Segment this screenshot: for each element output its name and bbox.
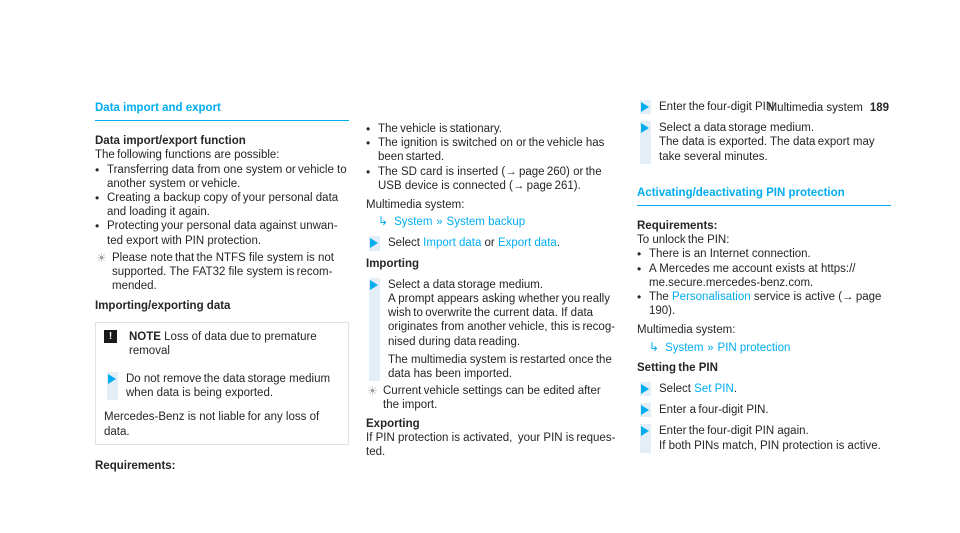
bullet-suffix: service is active (→ page 190). — [649, 291, 884, 318]
column-right — [637, 100, 891, 453]
menu-path — [366, 214, 618, 229]
step-prefix: Select — [388, 237, 424, 250]
action-arrow-icon — [108, 374, 116, 384]
pin-requirements-list — [637, 247, 891, 318]
step-text — [659, 382, 891, 396]
note-step-text: Do not remove the data storage medium when data is being exported. — [126, 373, 331, 400]
path-arrow-icon: ↳ — [378, 214, 389, 229]
requirements-list — [366, 122, 618, 193]
note-header — [104, 330, 340, 358]
step-import-1: Select a data storage medium. — [388, 278, 544, 291]
set-pin-link[interactable]: Set PIN — [694, 383, 734, 396]
function-list — [95, 163, 349, 248]
step-or: or — [481, 237, 498, 250]
note-step — [104, 372, 340, 400]
step-import-3: The multimedia system is restarted once the data has been imported. — [388, 353, 612, 381]
note-liability: Mercedes-Benz is not liable for any loss of data. — [104, 411, 320, 438]
step-text-2: If both PINs match, PIN protection is active. — [659, 439, 881, 452]
section-title-pin-protection: Activating/deactivating PIN protection — [637, 186, 891, 206]
list-item: • Transferring data from one system or vehicle to another system or vehicle. — [95, 163, 349, 191]
step-import — [366, 278, 618, 381]
export-data-link[interactable]: Export data — [497, 237, 557, 250]
step-end: . — [556, 237, 560, 250]
step-select-medium — [637, 121, 891, 164]
path-item-system-backup[interactable]: System backup — [446, 216, 526, 229]
tip-ntfs — [95, 251, 349, 294]
tip-text: Current vehicle settings can be edited after the import. — [383, 385, 601, 412]
step-prefix: Select — [659, 383, 695, 396]
subheading-importing-exporting: Importing/exporting data — [95, 300, 231, 313]
requirements-heading: Requirements: — [637, 220, 718, 233]
step-text: Enter a four-digit PIN. — [659, 404, 769, 417]
action-arrow-icon — [641, 102, 649, 112]
tip-settings — [366, 384, 618, 412]
warning-icon: ! — [104, 330, 117, 343]
step-text: Enter the four-digit PIN. — [659, 101, 778, 113]
step-enter-pin-2 — [637, 403, 891, 417]
step-text-1: Enter the four-digit PIN again. — [659, 425, 809, 438]
step-import-2: A prompt appears asking whether you really wish to overwrite the current data. If data originates from another vehicle, this is recog-nised during data reading. — [388, 293, 616, 348]
step-text-1: Select a data storage medium. — [659, 122, 815, 135]
note-title: NOTE — [129, 330, 161, 343]
list-item: • The vehicle is stationary. — [366, 122, 618, 136]
list-item: • Creating a backup copy of your personal data and loading it again. — [95, 191, 349, 219]
info-icon: ☀ — [367, 384, 378, 399]
exporting-heading: Exporting — [366, 417, 420, 430]
page-number: 189 — [869, 102, 889, 114]
list-item: • The ignition is switched on or the vehicle has been started. — [366, 136, 618, 164]
step-text-2: The data is exported. The data export may take several minutes. — [659, 136, 875, 163]
menu-path — [637, 340, 891, 355]
step-text — [388, 236, 618, 250]
intro-text: The following functions are possible: — [95, 149, 280, 162]
column-middle — [366, 122, 618, 459]
action-arrow-icon — [641, 384, 649, 394]
list-item: • There is an Internet connection. — [637, 247, 891, 261]
list-item: • The SD card is inserted (→ page 260) or the USB device is connected (→ page 261). — [366, 165, 618, 193]
subheading-import-export-function: Data import/export function — [95, 135, 246, 148]
info-icon: ☀ — [96, 250, 107, 265]
action-arrow-icon — [641, 123, 649, 133]
multimedia-system-label: Multimedia system: — [637, 324, 736, 337]
tip-text: Please note that the NTFS file system is not supported. The FAT32 file system is recom-mended. — [112, 251, 334, 293]
multimedia-system-label: Multimedia system: — [366, 199, 465, 212]
requirements-heading: Requirements: — [95, 459, 176, 472]
list-item: • A Mercedes me account exists at https:// me.secure.mercedes-benz.com. — [637, 262, 891, 290]
unlock-text: To unlock the PIN: — [637, 234, 730, 247]
double-chevron-icon: » — [436, 216, 443, 229]
export-text: If PIN protection is activated, your PIN is reques-ted. — [366, 431, 616, 459]
note-text: Loss of data due to premature removal — [129, 330, 317, 357]
bullet-prefix: The — [649, 291, 673, 304]
list-item: • Protecting your personal data against unwan-ted export with PIN protection. — [95, 219, 349, 247]
step-enter-pin-again — [637, 424, 891, 452]
column-left — [95, 101, 349, 473]
step-end: . — [733, 383, 738, 396]
action-arrow-icon — [370, 238, 378, 248]
step-select-set-pin — [637, 382, 891, 396]
step-enter-pin — [637, 100, 891, 114]
double-chevron-icon: » — [707, 341, 714, 354]
setting-pin-heading: Setting the PIN — [637, 361, 718, 374]
path-item-system[interactable]: System — [665, 341, 704, 354]
importing-heading: Importing — [366, 257, 420, 270]
action-arrow-icon — [641, 426, 649, 436]
step-select-mode — [366, 236, 618, 250]
note-box — [95, 322, 349, 445]
path-item-system[interactable]: System — [394, 216, 433, 229]
section-title-data-import-export: Data import and export — [95, 101, 349, 121]
path-item-pin-protection[interactable]: PIN protection — [717, 341, 791, 354]
running-head-title: Multimedia system — [767, 102, 863, 114]
step-bar — [369, 278, 380, 381]
action-arrow-icon — [641, 405, 649, 415]
action-arrow-icon — [370, 280, 378, 290]
path-arrow-icon: ↳ — [649, 339, 660, 354]
import-data-link[interactable]: Import data — [423, 237, 482, 250]
list-item — [637, 290, 891, 318]
personalisation-link[interactable]: Personalisation — [672, 291, 751, 304]
